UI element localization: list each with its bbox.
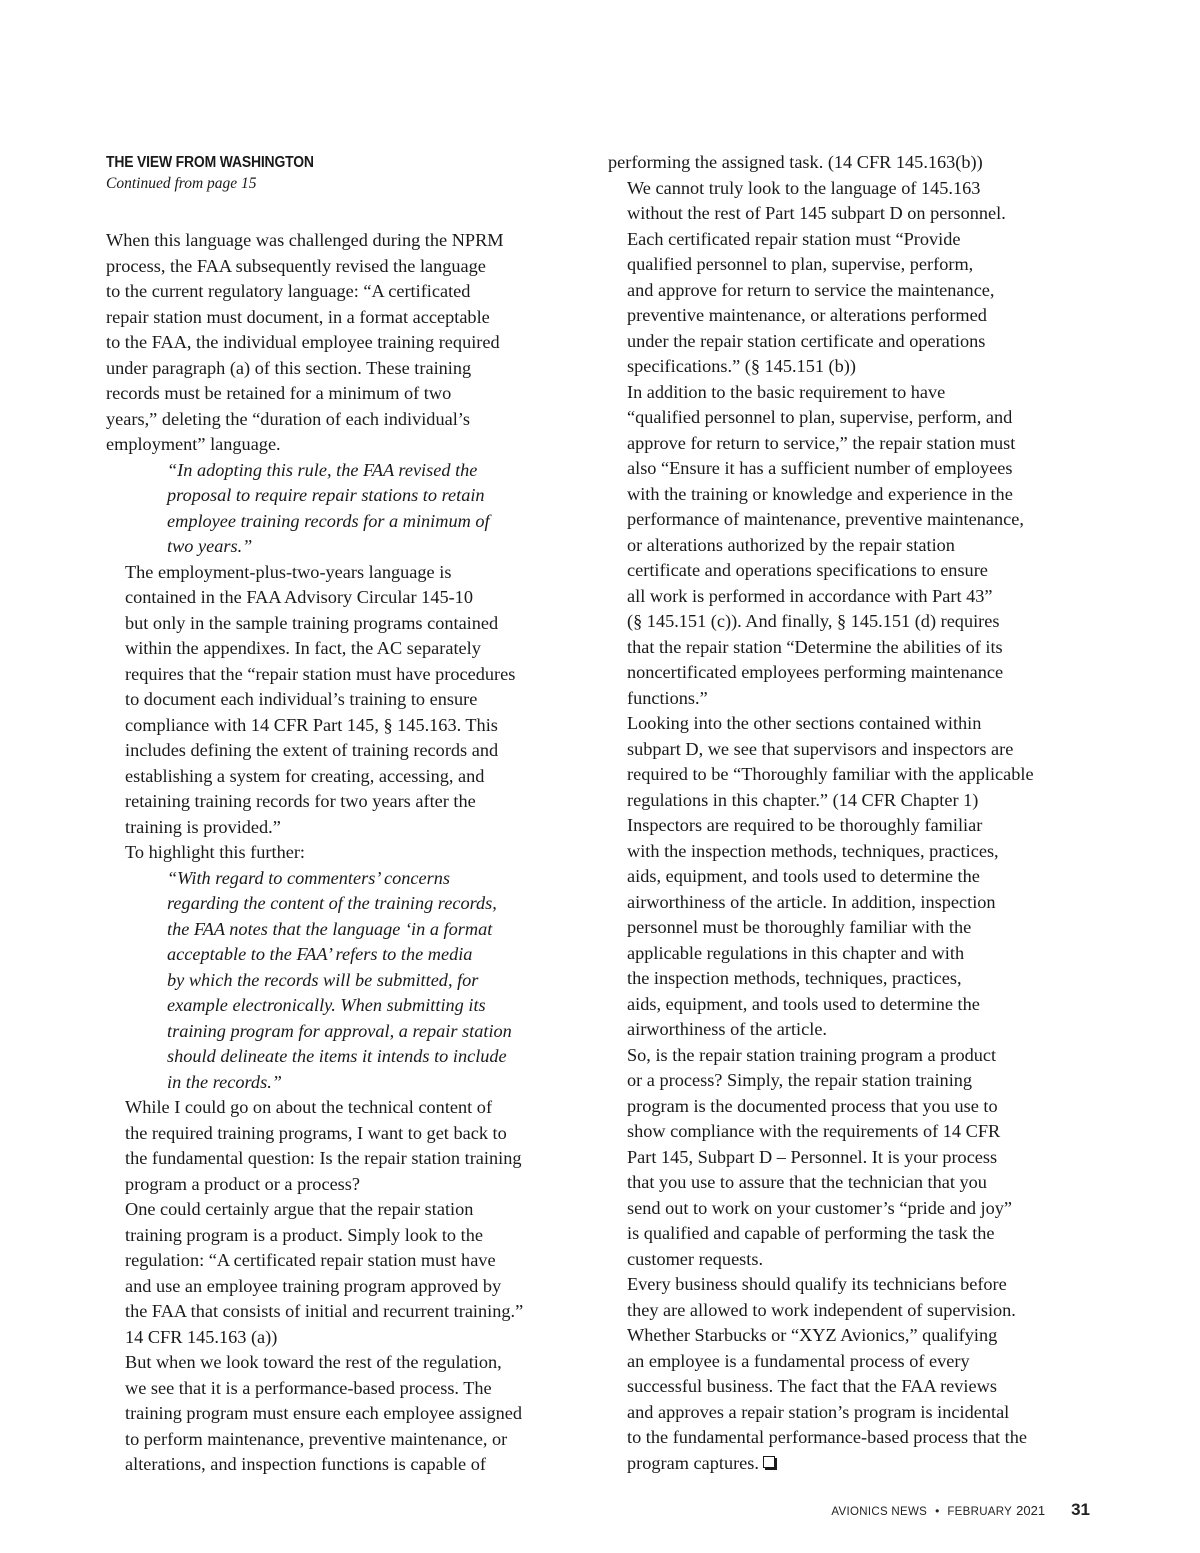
- right-column: [608, 150, 1078, 1476]
- text-line: two years.”: [167, 536, 253, 556]
- paragraph: [106, 840, 576, 866]
- text-line: training program for approval, a repair station: [167, 1020, 512, 1041]
- text-line: While I could go on about the technical content of: [125, 1097, 493, 1117]
- text-line: example electronically. When submitting its: [167, 995, 486, 1015]
- text-line: the fundamental question: Is the repair station training: [125, 1148, 522, 1168]
- text-line: in the records.”: [167, 1071, 282, 1092]
- text-line: In addition to the basic requirement to have: [627, 381, 946, 402]
- left-column-body: [106, 228, 576, 1478]
- text-line: records must be retained for a minimum of two: [106, 383, 452, 403]
- text-line: customer requests.: [627, 1248, 764, 1269]
- text-line: the required training programs, I want to get back to: [125, 1122, 507, 1143]
- text-line: includes defining the extent of training records and: [125, 740, 499, 760]
- text-line: show compliance with the requirements of 14 CFR: [627, 1121, 1001, 1141]
- text-line: an employee is a fundamental process of every: [627, 1350, 970, 1371]
- text-line: The employment-plus-two-years language is: [125, 561, 452, 582]
- paragraph: [608, 380, 1078, 712]
- text-line: and approve for return to service the maintenance,: [627, 279, 995, 300]
- text-line: regulations in this chapter.” (14 CFR Chapter 1): [627, 789, 979, 810]
- text-line: process, the FAA subsequently revised the language: [106, 255, 486, 276]
- paragraph: [608, 1272, 1078, 1476]
- text-line: employment” language.: [106, 434, 281, 454]
- text-line: certificate and operations specifications to ensure: [627, 560, 988, 580]
- text-line: with the training or knowledge and experience in the: [627, 483, 1013, 504]
- text-line: the FAA notes that the language ‘in a format: [167, 918, 493, 939]
- text-line: “In adopting this rule, the FAA revised the: [167, 459, 478, 480]
- text-line: the inspection methods, techniques, practices,: [627, 968, 962, 988]
- text-line: Whether Starbucks or “XYZ Avionics,” qualifying: [627, 1325, 998, 1345]
- text-line: performance of maintenance, preventive maintenance,: [627, 509, 1024, 529]
- text-line: without the rest of Part 145 subpart D on personnel.: [627, 203, 1006, 223]
- text-line: also “Ensure it has a sufficient number of employees: [627, 458, 1013, 478]
- text-line: But when we look toward the rest of the regulation,: [125, 1352, 502, 1372]
- text-line: noncertificated employees performing maintenance: [627, 662, 1004, 682]
- text-line: regarding the content of the training records,: [167, 893, 497, 913]
- page-number: 31: [1071, 1500, 1090, 1519]
- text-line: approve for return to service,” the repair station must: [627, 432, 1016, 453]
- text-line: under the repair station certificate and operations: [627, 330, 986, 351]
- end-of-article-icon: [763, 1456, 775, 1468]
- text-line: within the appendixes. In fact, the AC separately: [125, 638, 481, 658]
- text-line: personnel must be thoroughly familiar with the: [627, 917, 972, 937]
- text-line: One could certainly argue that the repair station: [125, 1199, 474, 1219]
- text-line: program captures.: [608, 1451, 1078, 1477]
- text-line: functions.”: [627, 687, 708, 708]
- text-line: to the FAA, the individual employee training required: [106, 332, 500, 352]
- text-line: and approves a repair station’s program is incidental: [627, 1401, 1010, 1422]
- right-column-body: [608, 150, 1078, 1476]
- text-line: Each certificated repair station must “Provide: [627, 228, 961, 249]
- text-line: qualified personnel to plan, supervise, perform,: [627, 254, 974, 274]
- text-line: alterations, and inspection functions is capable of: [125, 1454, 486, 1474]
- text-line: should delineate the items it intends to include: [167, 1046, 507, 1066]
- text-line: the FAA that consists of initial and recurrent training.”: [125, 1301, 524, 1321]
- text-line: or a process? Simply, the repair station training: [627, 1070, 973, 1090]
- text-line: is qualified and capable of performing the task the: [627, 1223, 995, 1243]
- paragraph: [106, 1197, 576, 1350]
- text-line: requires that the “repair station must have procedures: [125, 663, 516, 684]
- text-line: retaining training records for two years after the: [125, 791, 476, 811]
- text-line: program is the documented process that you use to: [627, 1095, 998, 1116]
- text-line: When this language was challenged during the NPRM: [106, 230, 504, 250]
- text-line: all work is performed in accordance with Part 43”: [627, 585, 993, 606]
- block-quote: [106, 458, 576, 560]
- text-line: program a product or a process?: [125, 1173, 361, 1194]
- text-line: under paragraph (a) of this section. These training: [106, 357, 472, 378]
- text-line: and use an employee training program approved by: [125, 1275, 502, 1296]
- text-line: years,” deleting the “duration of each individual’s: [106, 408, 470, 429]
- text-line: preventive maintenance, or alterations performed: [627, 305, 987, 325]
- text-line: training is provided.”: [125, 816, 281, 837]
- text-line: subpart D, we see that supervisors and inspectors are: [627, 738, 1014, 759]
- continued-note: Continued from page 15: [106, 175, 257, 192]
- text-line: aids, equipment, and tools used to determine the: [627, 866, 980, 886]
- text-line: acceptable to the FAA’ refers to the media: [167, 944, 473, 964]
- text-line: establishing a system for creating, accessing, and: [125, 765, 485, 786]
- text-line: to document each individual’s training to ensure: [125, 689, 478, 709]
- text-line: training program is a product. Simply look to the: [125, 1224, 483, 1245]
- paragraph: [106, 560, 576, 841]
- text-line: applicable regulations in this chapter and with: [627, 942, 965, 963]
- text-line: to the current regulatory language: “A certificated: [106, 281, 471, 301]
- text-line: they are allowed to work independent of supervision.: [627, 1299, 1016, 1320]
- text-line: specifications.” (§ 145.151 (b)): [627, 356, 856, 376]
- text-line: required to be “Thoroughly familiar with the applicable: [627, 764, 1034, 784]
- text-line: to perform maintenance, preventive maintenance, or: [125, 1428, 508, 1449]
- text-line: performing the assigned task. (14 CFR 145.163(b)): [608, 152, 983, 172]
- block-quote: [106, 866, 576, 1096]
- text-line: or alterations authorized by the repair station: [627, 534, 955, 555]
- text-line: by which the records will be submitted, for: [167, 969, 479, 990]
- text-line: Every business should qualify its technicians before: [627, 1274, 1007, 1294]
- paragraph: [608, 1043, 1078, 1273]
- text-line: that you use to assure that the technician that you: [627, 1172, 987, 1192]
- paragraph: [106, 1095, 576, 1197]
- issue-month: FEBRUARY: [947, 1506, 1013, 1518]
- text-line: 14 CFR 145.163 (a)): [125, 1326, 278, 1347]
- paragraph: [608, 176, 1078, 380]
- footer-separator: •: [935, 1504, 940, 1518]
- text-line: but only in the sample training programs contained: [125, 612, 499, 633]
- issue-year: 2021: [1016, 1503, 1046, 1518]
- text-line: compliance with 14 CFR Part 145, § 145.163. This: [125, 714, 498, 735]
- paragraph: [106, 228, 576, 458]
- text-line: proposal to require repair stations to retain: [167, 485, 485, 505]
- page-footer: [831, 1500, 1090, 1520]
- text-line: aids, equipment, and tools used to determine the: [627, 993, 980, 1014]
- text-line: “qualified personnel to plan, supervise, perform, and: [627, 407, 1013, 427]
- publication-name: AVIONICS NEWS: [831, 1506, 928, 1518]
- text-line: with the inspection methods, techniques, practices,: [627, 840, 999, 861]
- text-line: regulation: “A certificated repair station must have: [125, 1250, 496, 1270]
- text-line: So, is the repair station training program a product: [627, 1044, 997, 1065]
- text-line: To highlight this further:: [125, 842, 305, 862]
- text-line: airworthiness of the article. In addition, inspection: [627, 891, 996, 912]
- text-line: Inspectors are required to be thoroughly familiar: [627, 815, 983, 835]
- text-line: Part 145, Subpart D – Personnel. It is your process: [627, 1146, 998, 1167]
- text-line: airworthiness of the article.: [627, 1019, 828, 1039]
- paragraph: [106, 1350, 576, 1478]
- paragraph: [608, 150, 1078, 176]
- paragraph: [608, 711, 1078, 813]
- text-line: that the repair station “Determine the abilities of its: [627, 636, 1003, 657]
- text-line: repair station must document, in a format acceptable: [106, 306, 490, 327]
- section-title: THE VIEW FROM WASHINGTON: [106, 154, 314, 171]
- text-line: to the fundamental performance-based process that the: [627, 1427, 1027, 1447]
- text-line: successful business. The fact that the FAA reviews: [627, 1376, 997, 1396]
- left-column: [106, 150, 576, 1478]
- paragraph: [608, 813, 1078, 1043]
- text-line: we see that it is a performance-based process. The: [125, 1377, 492, 1398]
- text-line: We cannot truly look to the language of 145.163: [627, 177, 981, 198]
- text-line: send out to work on your customer’s “pride and joy”: [627, 1197, 1013, 1218]
- text-line: (§ 145.151 (c)). And finally, § 145.151 (d) requires: [627, 611, 1000, 631]
- text-line: employee training records for a minimum of: [167, 510, 490, 531]
- text-line: training program must ensure each employee assigned: [125, 1403, 522, 1423]
- text-line: Looking into the other sections contained within: [627, 713, 982, 733]
- text-line: contained in the FAA Advisory Circular 145-10: [125, 587, 473, 607]
- text-line: “With regard to commenters’ concerns: [167, 867, 450, 888]
